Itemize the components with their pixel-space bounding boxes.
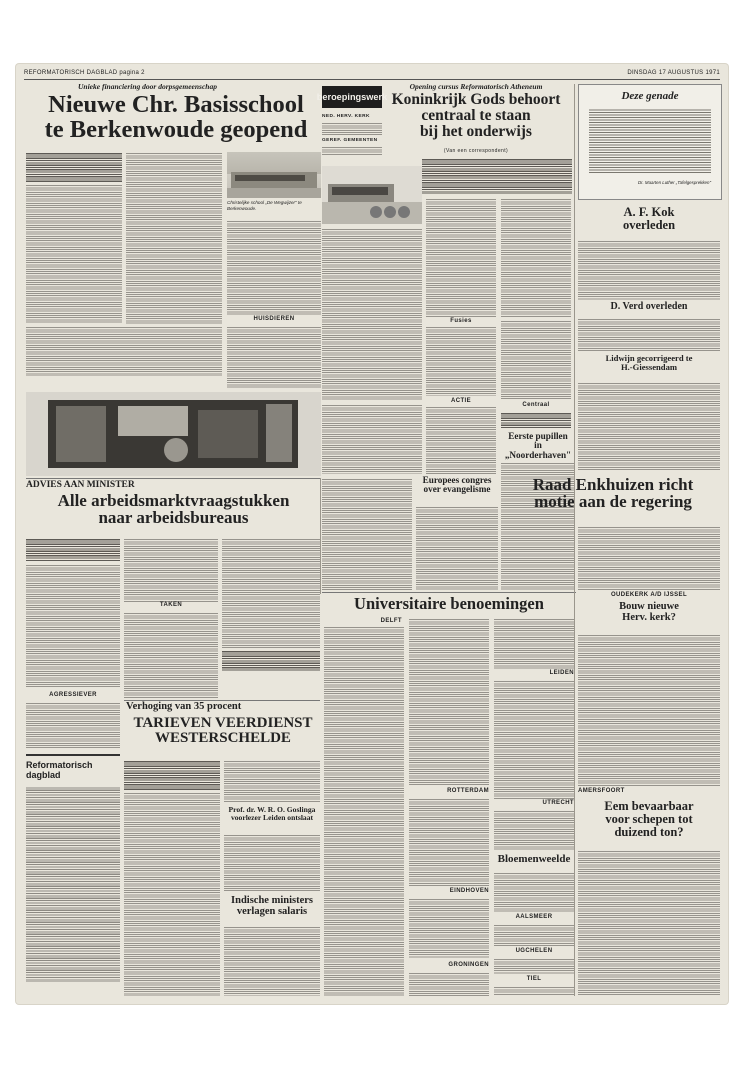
- ministry-kicker-wrap: [26, 480, 226, 490]
- rail-rule: [574, 84, 575, 996]
- deze-genade-title: Deze genade: [621, 90, 679, 102]
- taken-wrap: [124, 602, 218, 610]
- bloemenweelde-headline-wrap: [494, 854, 574, 870]
- benoemingen-col-2d: [409, 972, 489, 996]
- oudekerk-headline-1: Bouw nieuwe: [619, 601, 679, 612]
- ministry-headline-1: Alle arbeidsmarktvraagstukken: [57, 491, 290, 510]
- ministry-col-2: [124, 538, 218, 602]
- amersfoort-head: AMERSFOORT: [578, 788, 625, 794]
- colophon-title-1: Reformatorisch: [26, 760, 93, 770]
- deze-genade-box: [578, 84, 722, 200]
- huisdieren-head: HUISDIEREN: [253, 316, 295, 322]
- school-photo-caption: Christelijke school „De Wegwijzer" te Berkenwoude.: [227, 200, 302, 211]
- school-photo: [227, 152, 321, 198]
- enkhuizen-headline-1: Raad Enkhuizen richt: [532, 475, 694, 494]
- school-kicker: Unieke financiering door dorpsgemeenschap: [78, 82, 217, 91]
- bloemen-text-1: [494, 872, 574, 912]
- europees-headline-1: Europees congres: [422, 475, 492, 485]
- goslinga-text: [224, 834, 320, 892]
- school-text-col-2: [126, 152, 222, 324]
- enkhuizen-headline: [504, 476, 722, 522]
- kok-headline-2: overleden: [622, 217, 676, 232]
- verd-text: [578, 318, 720, 352]
- oudekerk-head-wrap: [578, 592, 720, 600]
- kok-headline: [578, 206, 720, 236]
- colophon-title-2: dagblad: [26, 770, 61, 780]
- place-tiel: TIEL: [526, 976, 542, 982]
- place-delft-wrap: [324, 618, 402, 626]
- athenaeum-col-c: [322, 228, 422, 400]
- amersfoort-head-wrap: [578, 788, 720, 796]
- benoemingen-col-3b: [494, 680, 574, 800]
- school-text-col-4: [227, 326, 321, 388]
- ministry-head-taken: TAKEN: [159, 602, 183, 608]
- deze-genade-text: [589, 108, 711, 174]
- athenaeum-headline-1: Koninkrijk Gods behoort: [391, 91, 561, 108]
- school-lead: [26, 152, 122, 182]
- athenaeum-headline-2: centraal te staan: [421, 106, 531, 124]
- athenaeum-lead: [422, 158, 572, 194]
- tarieven-headline-2: WESTERSCHELDE: [155, 730, 291, 747]
- ministry-head-agressiever: AGRESSIEVER: [49, 692, 97, 698]
- school-headline-1: Nieuwe Chr. Basisschool: [48, 91, 304, 118]
- verd-headline-1: D. Verd overleden: [610, 301, 688, 312]
- indische-text: [224, 926, 320, 996]
- athenaeum-kicker: Opening cursus Reformatorisch Atheneum: [409, 82, 543, 91]
- school-headline: [26, 92, 326, 148]
- ministry-col-5: [222, 650, 320, 672]
- beroeping-text-2: [322, 146, 382, 156]
- indische-headline: [224, 896, 320, 924]
- beroeping-line-wrap: [322, 138, 382, 146]
- place-delft: DELFT: [380, 618, 402, 624]
- athenaeum-col-b: [501, 198, 571, 318]
- colophon-text: [26, 786, 120, 982]
- tarieven-lead: [124, 760, 220, 790]
- place-ugchelen: UGCHELEN: [515, 948, 553, 954]
- kok-headline-1: A. F. Kok: [623, 205, 675, 219]
- place-rotterdam-wrap: [409, 788, 489, 796]
- amersfoort-headline-1: Eem bevaarbaar: [604, 799, 694, 813]
- eerste-headline: [501, 432, 575, 460]
- actie-wrap: [426, 398, 496, 406]
- athenaeum-headline: [386, 92, 566, 146]
- benoemingen-rule: [322, 592, 576, 593]
- bloemenweelde-headline: Bloemenweelde: [497, 853, 571, 865]
- masthead-left: REFORMATORISCH DAGBLAD pagina 2: [24, 70, 145, 76]
- verd-headline-3: H.-Giessendam: [620, 361, 678, 372]
- beroeping-church: NED. HERV. KERK: [322, 114, 370, 119]
- athenaeum-byline-wrap: [386, 148, 566, 156]
- mural-image: [26, 392, 321, 476]
- amersfoort-text: [578, 850, 720, 996]
- amersfoort-headline: [578, 800, 720, 846]
- goslinga-headline-2: voorlezer Leiden ontslaat: [230, 812, 314, 822]
- amersfoort-headline-3: duizend ton?: [614, 824, 684, 839]
- mid-rule: [320, 478, 321, 594]
- place-rotterdam: ROTTERDAM: [447, 788, 489, 794]
- benoemingen-headline: Universitaire benoemingen: [354, 594, 544, 613]
- school-caption-wrap: [227, 200, 321, 218]
- deze-genade-sign: Dr. Maarten Luther „Tafelgesprekken": [638, 180, 711, 185]
- goslinga-headline: [224, 806, 320, 834]
- school-text-col-3: [227, 220, 321, 316]
- place-groningen: GRONINGEN: [448, 962, 489, 968]
- running-header: [24, 68, 720, 78]
- header-rule: [24, 79, 720, 80]
- place-aalsmeer: AALSMEER: [515, 914, 553, 920]
- ministry-headline: [26, 492, 321, 536]
- place-tiel-wrap: [494, 976, 574, 984]
- centraal-wrap: [501, 402, 571, 410]
- benoemingen-col-2a: [409, 618, 489, 786]
- tarieven-headline: [124, 716, 322, 756]
- place-utrecht-wrap: [494, 800, 574, 808]
- bloemen-text-4: [494, 986, 574, 996]
- athenaeum-col-f: [426, 406, 496, 474]
- place-groningen-wrap: [409, 962, 489, 970]
- school-building-image: [227, 152, 321, 198]
- europees-text-b: [416, 506, 498, 590]
- beroeping-church-wrap: [322, 114, 382, 122]
- europees-text-a: [322, 478, 412, 590]
- colophon-box: [26, 754, 120, 1000]
- indische-headline-1: Indische ministers: [231, 895, 313, 906]
- school-text-col-1: [26, 184, 122, 324]
- agressiever-wrap: [26, 692, 120, 700]
- benoemingen-col-3c: [494, 810, 574, 850]
- athenaeum-col-d: [426, 326, 496, 396]
- indische-headline-2: verlagen salaris: [236, 905, 308, 917]
- verd-text-2: [578, 382, 720, 470]
- construction-site-image: [322, 166, 422, 224]
- tarieven-col-2: [224, 760, 320, 802]
- school-headline-2: te Berkenwoude geopend: [44, 115, 308, 143]
- masthead-right: DINSDAG 17 AUGUSTUS 1971: [627, 70, 720, 76]
- oudekerk-headline: [578, 602, 720, 630]
- athenaeum-head-fusies: Fusies: [450, 318, 472, 324]
- place-eindhoven: EINDHOVEN: [449, 888, 489, 894]
- europees-headline: [416, 476, 498, 504]
- verd-sub-wrap: [578, 354, 720, 380]
- tarieven-headline-1: TARIEVEN VEERDIENST: [133, 715, 313, 731]
- benoemingen-col-3a: [494, 618, 574, 670]
- tarieven-top-rule: [124, 700, 320, 701]
- amersfoort-headline-2: voor schepen tot: [605, 811, 693, 826]
- europees-headline-2: over evangelisme: [423, 484, 491, 495]
- bloemen-text-3: [494, 958, 574, 974]
- place-leiden-wrap: [494, 670, 574, 678]
- beroeping-line: GEREF. GEMEENTEN: [322, 138, 378, 143]
- fusies-wrap: [426, 318, 496, 326]
- benoemingen-col-2b: [409, 798, 489, 886]
- kok-text: [578, 240, 720, 300]
- athenaeum-head-centraal: Centraal: [522, 402, 550, 408]
- ministry-col-1: [26, 564, 120, 688]
- mural-photo: [26, 392, 321, 476]
- athenaeum-col-h: [322, 404, 422, 474]
- enkhuizen-text: [578, 526, 720, 590]
- enkhuizen-headline-2: motie aan de regering: [534, 492, 692, 512]
- school-text-bottom: [26, 326, 222, 376]
- place-leiden: LEIDEN: [549, 670, 574, 676]
- beroeping-text-1: [322, 122, 382, 136]
- ministry-kicker: ADVIES AAN MINISTER: [26, 480, 135, 490]
- tarieven-col-1: [124, 792, 220, 996]
- place-aalsmeer-wrap: [494, 914, 574, 922]
- benoemingen-col-1: [324, 626, 404, 996]
- athenaeum-col-g: [501, 412, 571, 428]
- place-eindhoven-wrap: [409, 888, 489, 896]
- athenaeum-photo: [322, 166, 422, 224]
- ministry-lead: [26, 538, 120, 562]
- mural-bottom-rule: [26, 478, 320, 479]
- athenaeum-col-a: [426, 198, 496, 318]
- athenaeum-head-actie: ACTIE: [451, 398, 471, 404]
- beroepingswerk-banner: [316, 86, 388, 108]
- athenaeum-headline-3: bij het onderwijs: [420, 122, 532, 140]
- verd-headline-wrap: [578, 302, 720, 316]
- goslinga-headline-1: Prof. dr. W. R. O. Goslinga: [228, 805, 316, 814]
- ministry-col-4: [222, 538, 320, 648]
- tarieven-kicker: Verhoging van 35 procent: [126, 701, 242, 712]
- eerste-headline-1: Eerste pupillen: [508, 431, 568, 441]
- ministry-col-3: [124, 612, 218, 698]
- place-utrecht: UTRECHT: [542, 800, 574, 806]
- benoemingen-headline-wrap: [322, 596, 576, 616]
- athenaeum-byline: (Van een correspondent): [443, 148, 509, 154]
- eerste-headline-2: in „Noorderhaven": [504, 440, 572, 460]
- tarieven-kicker-wrap: [126, 702, 322, 714]
- bloemen-text-2: [494, 924, 574, 946]
- place-ugchelen-wrap: [494, 948, 574, 956]
- oudekerk-text: [578, 634, 720, 786]
- verd-headline-2: Lidwijn gecorrigeerd te: [605, 353, 693, 363]
- oudekerk-headline-2: Herv. kerk?: [622, 611, 676, 623]
- athenaeum-col-e: [501, 320, 571, 400]
- benoemingen-col-2c: [409, 898, 489, 958]
- newspaper-page: [16, 64, 728, 1004]
- beroepingswerk-title: beroepingswerk: [316, 92, 388, 102]
- ministry-headline-2: naar arbeidsbureaus: [98, 508, 249, 528]
- oudekerk-head: OUDEKERK A/D IJSSEL: [610, 592, 688, 598]
- ministry-col-6: [26, 702, 120, 748]
- huisdieren-wrap: [227, 316, 321, 324]
